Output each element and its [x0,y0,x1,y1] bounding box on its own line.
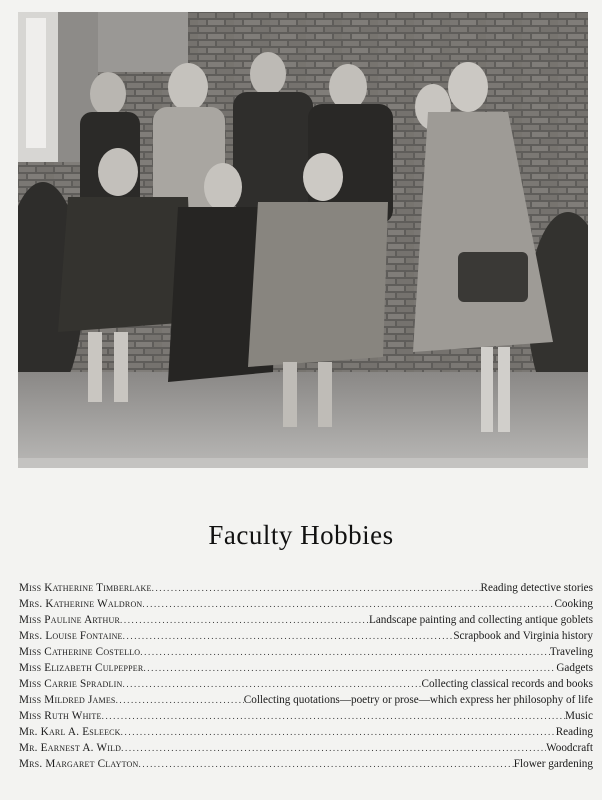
faculty-hobby: Scrapbook and Virginia history [453,630,593,642]
faculty-name: Mrs. Louise Fontaine [19,630,123,642]
dot-leader [102,708,565,724]
dot-leader [140,644,550,660]
faculty-hobby: Traveling [549,646,593,658]
faculty-name: Miss Mildred James [19,694,116,706]
list-item [19,612,593,628]
faculty-hobby: Collecting quotations—poetry or prose—which express her philosophy of life [243,694,593,706]
dot-leader [122,676,421,692]
group-photo-icon [18,12,588,468]
faculty-name: Mr. Earnest A. Wild [19,742,122,754]
list-item [19,724,593,740]
faculty-name: Miss Catherine Costello [19,646,141,658]
faculty-name: Mr. Karl A. Esleeck [19,726,121,738]
faculty-hobby: Collecting classical records and books [421,678,593,690]
faculty-hobby: Reading detective stories [480,582,593,594]
faculty-hobby: Music [565,710,593,722]
faculty-name: Miss Elizabeth Culpepper [19,662,144,674]
dot-leader [120,612,369,628]
dot-leader [139,756,514,772]
dot-leader [152,580,481,596]
list-item [19,756,593,772]
page-title: Faculty Hobbies [208,520,394,550]
faculty-hobby: Landscape painting and collecting antique goblets [369,614,593,626]
list-item [19,740,593,756]
dot-leader [121,724,556,740]
list-item [19,708,593,724]
faculty-hobby: Cooking [554,598,593,610]
faculty-name: Miss Katherine Timberlake [19,582,152,594]
faculty-name: Miss Carrie Spradlin [19,678,123,690]
faculty-hobby: Woodcraft [546,742,593,754]
dot-leader [143,660,556,676]
dot-leader [142,596,554,612]
dot-leader [123,628,454,644]
list-item [19,628,593,644]
faculty-hobby: Gadgets [556,662,593,674]
faculty-name: Miss Ruth White [19,710,102,722]
dot-leader [116,692,244,708]
faculty-hobby: Flower gardening [513,758,593,770]
faculty-hobby: Reading [555,726,593,738]
faculty-name: Mrs. Katherine Waldron [19,598,143,610]
faculty-name: Mrs. Margaret Clayton [19,758,139,770]
faculty-group-photo [18,12,588,468]
list-item [19,596,593,612]
faculty-hobby-list [19,580,593,772]
list-item [19,676,593,692]
list-item [19,580,593,596]
list-item [19,644,593,660]
dot-leader [121,740,546,756]
list-item [19,692,593,708]
list-item [19,660,593,676]
faculty-name: Miss Pauline Arthur [19,614,120,626]
